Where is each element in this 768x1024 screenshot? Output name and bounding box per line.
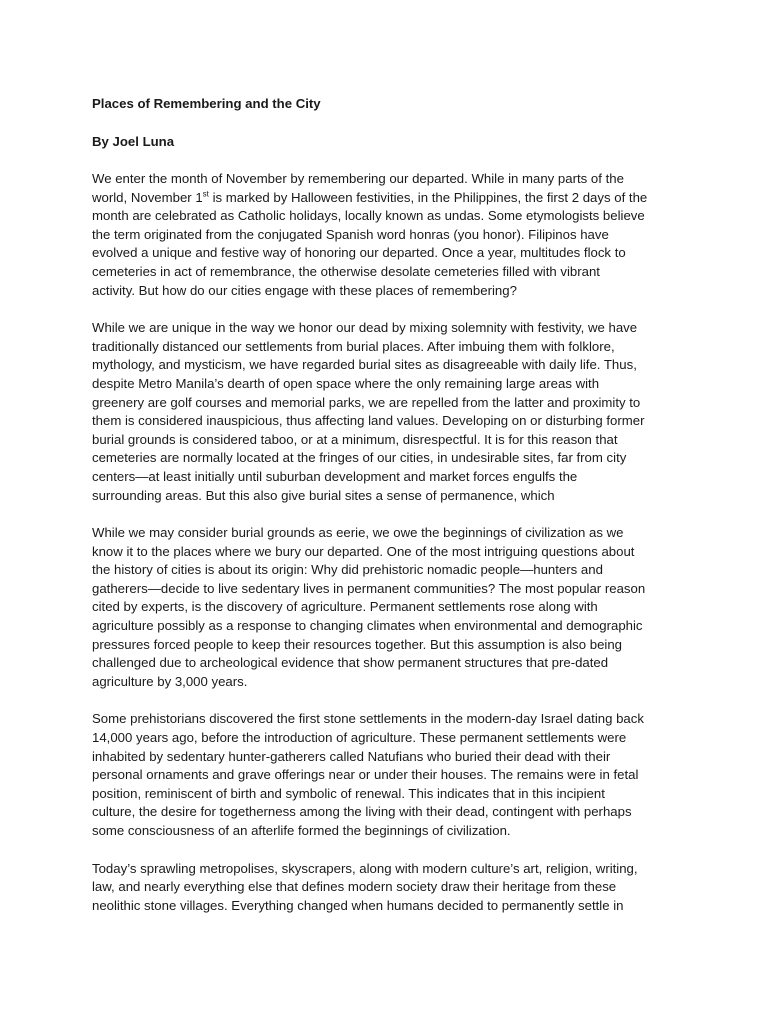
paragraph-line: some consciousness of an afterlife formed the beginnings of civilization.	[92, 823, 511, 838]
paragraph-line: While we may consider burial grounds as eerie, we owe the beginnings of civilization as we	[92, 525, 624, 541]
paragraph-line: activity. But how do our cities engage with these places of remembering?	[92, 282, 517, 298]
paragraph-line: agriculture by 3,000 years.	[92, 673, 248, 689]
paragraph-line: the term originated from the conjugated Spanish word honras (you honor). Filipinos have	[92, 226, 609, 242]
paragraph-line: We enter the month of November by remembering our departed. While in many parts of the	[92, 171, 624, 186]
paragraph-5	[92, 860, 682, 916]
paragraph-line: inhabited by sedentary hunter-gatherers called Natufians who buried their dead with their	[92, 748, 611, 764]
paragraph-line: 14,000 years ago, before the introduction of agriculture. These permanent settlements were	[92, 730, 627, 746]
paragraph-line: month are celebrated as Catholic holidays, locally known as undas. Some etymologists believe	[92, 208, 645, 224]
paragraph-line: law, and nearly everything else that defines modern society draw their heritage from these	[92, 879, 617, 895]
paragraph-3	[92, 524, 682, 691]
paragraph-line: pressures forced people to keep their resources together. But this assumption is also being	[92, 636, 622, 652]
paragraph-line	[92, 189, 682, 208]
paragraph-2	[92, 319, 682, 505]
paragraph-line: them is considered inauspicious, thus affecting land values. Developing on or disturbing former	[92, 413, 645, 429]
paragraph-line: evolved a unique and festive way of honoring our departed. Once a year, multitudes flock to	[92, 245, 626, 261]
paragraph-line: challenged due to archeological evidence that show permanent structures that pre-dated	[92, 655, 609, 671]
paragraph-line: know it to the places where we bury our departed. One of the most intriguing questions about	[92, 543, 635, 559]
paragraph-line: mythology, and mysticism, we have regarded burial sites as disagreeable with daily life. Thus,	[92, 357, 637, 373]
paragraph-line: position, reminiscent of birth and symbolic of renewal. This indicates that in this incipient	[92, 785, 605, 801]
document-title: Places of Remembering and the City	[92, 96, 321, 111]
paragraph-line: neolithic stone villages. Everything changed when humans decided to permanently settle in	[92, 897, 624, 913]
paragraph-line: greenery are golf courses and memorial parks, we are repelled from the latter and proximity to	[92, 394, 641, 410]
paragraph-line: the history of cities is about its origin: Why did prehistoric nomadic people—hunters and	[92, 562, 603, 578]
paragraph-line: cited by experts, is the discovery of agriculture. Permanent settlements rose along with	[92, 599, 598, 615]
text-run: is marked by Halloween festivities, in the Philippines, the first 2 days of the	[208, 189, 648, 205]
paragraph-line: centers—at least initially until suburban development and market forces engulfs the	[92, 468, 578, 484]
document-byline: By Joel Luna	[92, 134, 175, 149]
paragraph-line: agriculture possibly as a response to changing climates when environmental and demographic	[92, 618, 643, 634]
paragraph-line: traditionally distanced our settlements from burial places. After imbuing them with folklore,	[92, 338, 615, 354]
paragraph-line: despite Metro Manila’s dearth of open space where the only remaining large areas with	[92, 375, 600, 391]
paragraph-line: surrounding areas. But this also give burial sites a sense of permanence, which	[92, 487, 555, 503]
paragraph-line: cemeteries are normally located at the fringes of our cities, in undesirable sites, far from city	[92, 450, 627, 466]
paragraph-4	[92, 710, 682, 840]
paragraph-line: burial grounds is considered taboo, or at a minimum, disrespectful. It is for this reason that	[92, 431, 618, 447]
paragraph-line: personal ornaments and grave offerings near or under their houses. The remains were in fetal	[92, 767, 639, 783]
paragraph-line: Today’s sprawling metropolises, skyscrapers, along with modern culture’s art, religion, writing,	[92, 860, 638, 876]
paragraph-line: cemeteries in act of remembrance, the otherwise desolate cemeteries filled with vibrant	[92, 263, 600, 279]
paragraph-line: Some prehistorians discovered the first stone settlements in the modern-day Israel dating back	[92, 711, 644, 727]
paragraph-line: While we are unique in the way we honor our dead by mixing solemnity with festivity, we have	[92, 320, 638, 336]
paragraph-1	[92, 170, 682, 300]
paragraph-line: culture, the desire for togetherness among the living with their dead, contingent with perhaps	[92, 804, 632, 820]
paragraph-line: gatherers—decide to live sedentary lives in permanent communities? The most popular reason	[92, 580, 646, 596]
document-page	[92, 94, 682, 934]
superscript: st	[202, 189, 209, 199]
text-run: world, November 1	[92, 189, 203, 205]
